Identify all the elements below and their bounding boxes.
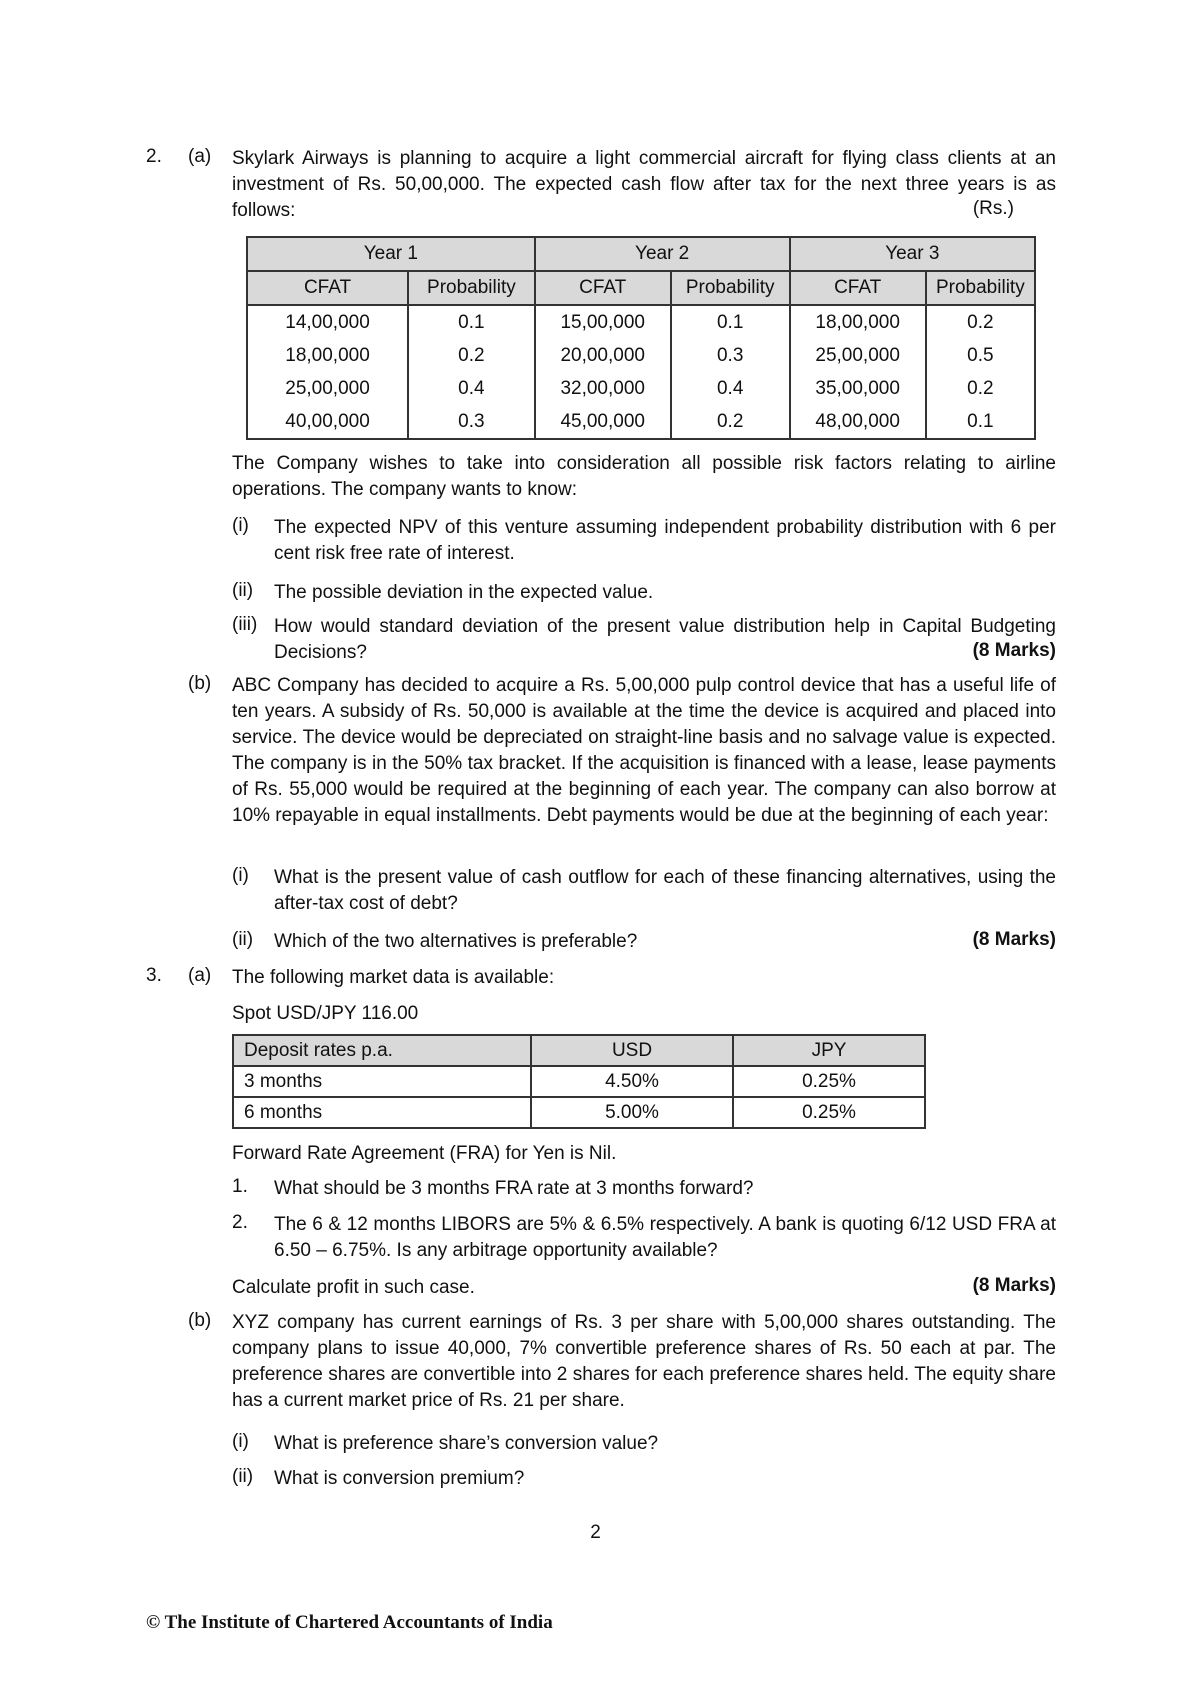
item-label: (ii): [232, 580, 254, 601]
table-row: [233, 1097, 925, 1128]
table-cell: 0.25%: [733, 1097, 925, 1128]
table-cell: 0.3: [408, 405, 535, 439]
table-cell: 14,00,000: [247, 305, 408, 339]
item-label: (ii): [232, 929, 254, 950]
table-cell: 0.4: [671, 372, 790, 405]
footer-copyright: © The Institute of Chartered Accountants of India: [146, 1612, 553, 1633]
year-header: Year 2: [535, 237, 790, 271]
question-number: 3.: [146, 965, 162, 986]
table-cell: 6 months: [233, 1097, 531, 1128]
item-label: (i): [232, 865, 249, 886]
table-cell: 0.2: [926, 305, 1035, 339]
table-row: [247, 305, 1035, 339]
deposit-rates-table: [232, 1034, 926, 1129]
year-header: Year 1: [247, 237, 535, 271]
table-cell: 18,00,000: [790, 305, 926, 339]
table-cell: 0.2: [926, 372, 1035, 405]
table-cell: 0.1: [408, 305, 535, 339]
table-cell: 0.25%: [733, 1066, 925, 1097]
item-label: (ii): [232, 1466, 254, 1487]
marks-label: (8 Marks): [972, 929, 1056, 950]
part-label: (a): [188, 146, 212, 167]
marks-label: (8 Marks): [972, 1275, 1056, 1296]
item-text: What is the present value of cash outflow for each of these financing alternatives, using the after-tax cost of debt?: [274, 867, 1056, 914]
part-label: (a): [188, 965, 212, 986]
spot-rate: Spot USD/JPY 116.00: [232, 1003, 419, 1024]
col-header: CFAT: [790, 271, 926, 305]
table-cell: 0.1: [926, 405, 1035, 439]
q3b-intro: XYZ company has current earnings of Rs. 3 per share with 5,00,000 shares outstanding. The company plans to issue 40,000, 7% convertible preference shares of Rs. 50 each at par. The preference shares are convertible into 2 shares for each preference shares held. The equity share has a current market price of Rs. 21 per share.: [232, 1312, 1056, 1411]
table-cell: 0.1: [671, 305, 790, 339]
part-label: (b): [188, 1310, 212, 1331]
table-cell: 0.3: [671, 339, 790, 372]
table-cell: 5.00%: [531, 1097, 733, 1128]
table-cell: 15,00,000: [535, 305, 671, 339]
item-text: What should be 3 months FRA rate at 3 months forward?: [274, 1178, 754, 1199]
table-cell: 3 months: [233, 1066, 531, 1097]
table-cell: 32,00,000: [535, 372, 671, 405]
item-label: (i): [232, 1431, 249, 1452]
item-text: Which of the two alternatives is preferable?: [274, 931, 638, 952]
col-header: Probability: [408, 271, 535, 305]
table-cell: 35,00,000: [790, 372, 926, 405]
page-number: 2: [590, 1522, 601, 1543]
table-row: [247, 405, 1035, 439]
item-text: The 6 & 12 months LIBORS are 5% & 6.5% respectively. A bank is quoting 6/12 USD FRA at 6.50 – 6.75%. Is any arbitrage opportunity available?: [274, 1214, 1056, 1261]
table-cell: 0.4: [408, 372, 535, 405]
col-header: Probability: [671, 271, 790, 305]
item-text: How would standard deviation of the present value distribution help in Capital Budgeting Decisions?: [274, 616, 1056, 663]
q2a-intro: Skylark Airways is planning to acquire a light commercial aircraft for flying class clients at an investment of Rs. 50,00,000. The expected cash flow after tax for the next three years is as follows:: [232, 148, 1056, 221]
item-text: What is conversion premium?: [274, 1468, 525, 1489]
cfat-table: [246, 236, 1036, 440]
year-header: Year 3: [790, 237, 1035, 271]
col-header: CFAT: [247, 271, 408, 305]
table-cell: 18,00,000: [247, 339, 408, 372]
fra-note: Forward Rate Agreement (FRA) for Yen is Nil.: [232, 1143, 617, 1164]
table-cell: 0.2: [408, 339, 535, 372]
table-cell: 48,00,000: [790, 405, 926, 439]
col-header: Probability: [926, 271, 1035, 305]
q2a-para: The Company wishes to take into consideration all possible risk factors relating to airline operations. The company wants to know:: [232, 453, 1056, 500]
item-label: 1.: [232, 1176, 248, 1197]
q2b-intro: ABC Company has decided to acquire a Rs. 5,00,000 pulp control device that has a useful life of ten years. A subsidy of Rs. 50,000 is available at the time the device is acquired and placed into service. The device would be depreciated on straight-line basis and no salvage value is expected. The company is in the 50% tax bracket. If the acquisition is financed with a lease, lease payments of Rs. 55,000 would be required at the beginning of each year. The company can also borrow at 10% repayable in equal installments. Debt payments would be due at the beginning of each year:: [232, 675, 1056, 826]
table-cell: 4.50%: [531, 1066, 733, 1097]
table-cell: 25,00,000: [790, 339, 926, 372]
unit-label: (Rs.): [972, 198, 1014, 219]
col-header: JPY: [733, 1035, 925, 1066]
item-text: The expected NPV of this venture assuming independent probability distribution with 6 per cent risk free rate of interest.: [274, 517, 1056, 564]
q3a-intro: The following market data is available:: [232, 967, 555, 988]
item-text: The possible deviation in the expected value.: [274, 582, 654, 603]
col-header: Deposit rates p.a.: [233, 1035, 531, 1066]
table-cell: 45,00,000: [535, 405, 671, 439]
part-label: (b): [188, 673, 212, 694]
table-row: [233, 1066, 925, 1097]
table-cell: 20,00,000: [535, 339, 671, 372]
table-cell: 0.2: [671, 405, 790, 439]
col-header: CFAT: [535, 271, 671, 305]
calc-note: Calculate profit in such case.: [232, 1277, 475, 1298]
marks-label: (8 Marks): [972, 640, 1056, 661]
table-row: [247, 339, 1035, 372]
table-cell: 25,00,000: [247, 372, 408, 405]
item-label: (i): [232, 515, 249, 536]
question-number: 2.: [146, 146, 162, 167]
table-cell: 0.5: [926, 339, 1035, 372]
item-text: What is preference share’s conversion value?: [274, 1433, 659, 1454]
col-header: USD: [531, 1035, 733, 1066]
table-cell: 40,00,000: [247, 405, 408, 439]
item-label: (iii): [232, 614, 258, 635]
table-row: [247, 372, 1035, 405]
item-label: 2.: [232, 1212, 248, 1233]
